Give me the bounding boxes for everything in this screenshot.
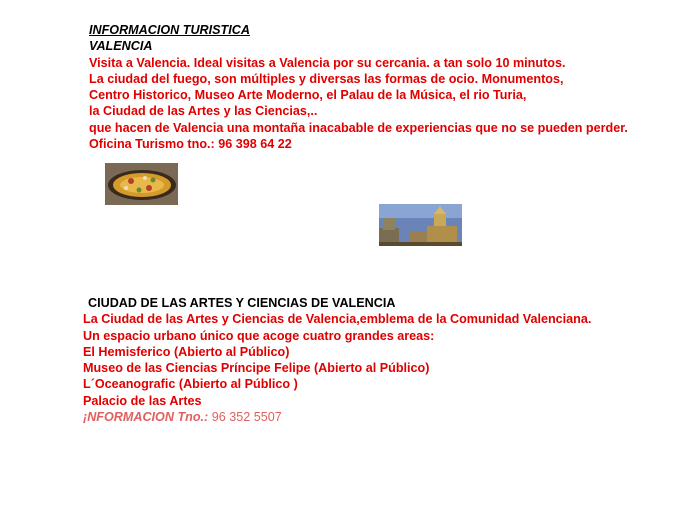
- info-phone-line: [83, 409, 591, 425]
- area-item: El Hemisferico (Abierto al Público): [83, 344, 290, 359]
- area-item: L´Oceanografic (Abierto al Público ): [83, 377, 298, 392]
- city-name: VALENCIA: [89, 39, 153, 54]
- valencia-monument-photo: [379, 204, 462, 246]
- info-line: La ciudad del fuego, son múltiples y diversas las formas de ocio. Monumentos,: [89, 71, 564, 86]
- info-line: Visita a Valencia. Ideal visitas a Valencia por su cercania. a tan solo 10 minutos.: [89, 55, 566, 70]
- info-phone-label: ¡NFORMACION Tno.:: [83, 410, 209, 425]
- info-line: que hacen de Valencia una montaña inacabable de experiencias que no se pueden perder.: [89, 120, 628, 135]
- info-line: la Ciudad de las Artes y las Ciencias,..: [89, 104, 318, 119]
- tourist-info-heading: INFORMACION TURISTICA: [89, 23, 250, 37]
- area-item: Museo de las Ciencias Príncipe Felipe (Abierto al Público): [83, 361, 430, 376]
- info-line: Centro Historico, Museo Arte Moderno, el Palau de la Música, el rio Turia,: [89, 88, 527, 103]
- area-item: Palacio de las Artes: [83, 393, 202, 408]
- tourist-info-section: [89, 22, 628, 152]
- tourism-office-phone: Oficina Turismo tno.: 96 398 64 22: [89, 137, 292, 152]
- paella-photo: [105, 163, 178, 205]
- city-arts-sciences-heading: CIUDAD DE LAS ARTES Y CIENCIAS DE VALENCIA: [88, 296, 396, 310]
- info-phone-number: 96 352 5507: [208, 410, 282, 425]
- info-line: Un espacio urbano único que acoge cuatro grandes areas:: [83, 328, 435, 343]
- city-arts-sciences-section: [83, 295, 591, 425]
- info-line: La Ciudad de las Artes y Ciencias de Valencia,emblema de la Comunidad Valenciana.: [83, 312, 592, 327]
